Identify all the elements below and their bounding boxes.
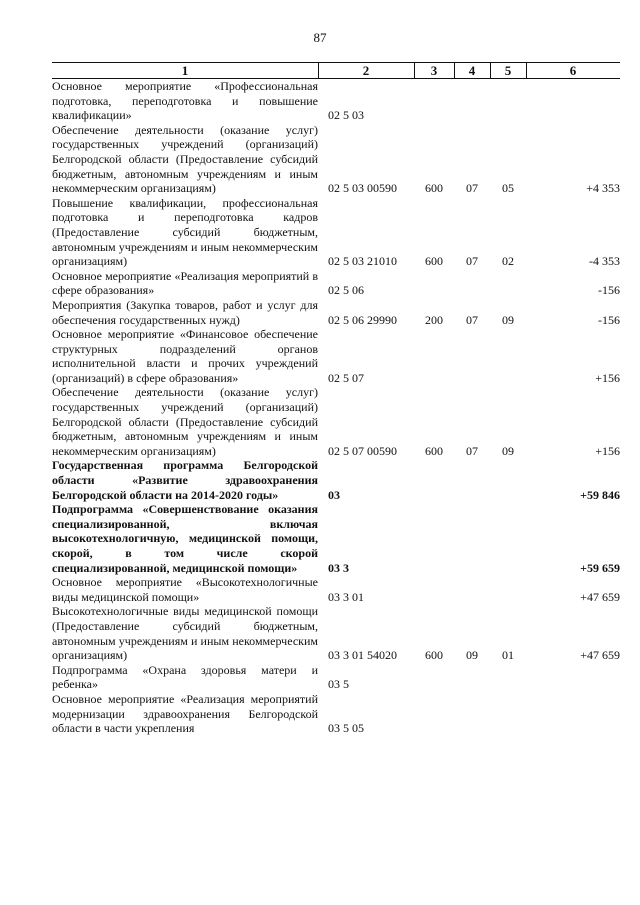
header-col-1: 1 — [181, 63, 189, 78]
table-header — [52, 62, 620, 79]
table-row — [52, 692, 620, 736]
budget-table — [52, 62, 620, 736]
row-amount: +59 659 — [580, 560, 620, 575]
row-name: Подпрограмма «Совершенствование оказания специализированной, включая высокотехнологичную, медицинской помощи, скорой, в том числе скорой специализированной, медицинской помощи» — [52, 502, 318, 575]
row-name: Государственная программа Белгородской области «Развитие здравоохранения Белгородской области на 2014-2020 годы» — [52, 458, 318, 502]
row-expense-type: 600 — [425, 181, 443, 196]
row-section: 07 — [466, 312, 478, 327]
row-name: Обеспечение деятельности (оказание услуг) государственных учреждений (организаций) Белгородской области (Предоставление субсидий бюджетным, автономным учреждениям и иным некоммерческим организациям) — [52, 385, 318, 458]
table-row — [52, 298, 620, 327]
row-section: 09 — [466, 648, 478, 663]
row-name: Мероприятия (Закупка товаров, работ и услуг для обеспечения государственных нужд) — [52, 297, 318, 327]
row-amount: -156 — [598, 312, 620, 327]
row-code: 02 5 03 00590 — [328, 181, 397, 196]
table-row — [52, 663, 620, 692]
row-code: 02 5 07 — [328, 370, 364, 385]
row-code: 02 5 06 29990 — [328, 312, 397, 327]
row-expense-type: 600 — [425, 443, 443, 458]
row-code: 02 5 03 — [328, 108, 364, 123]
row-amount: +47 659 — [580, 589, 620, 604]
row-amount: +156 — [595, 370, 620, 385]
row-amount: +156 — [595, 443, 620, 458]
table-row — [52, 123, 620, 196]
row-subsection: 01 — [502, 648, 514, 663]
row-amount: -156 — [598, 283, 620, 298]
row-code: 02 5 03 21010 — [328, 254, 397, 269]
row-name: Подпрограмма «Охрана здоровья матери и ребенка» — [52, 662, 318, 692]
row-subsection: 09 — [502, 443, 514, 458]
table-row — [52, 502, 620, 575]
header-col-2: 2 — [362, 63, 370, 78]
table-row — [52, 196, 620, 269]
row-code: 03 3 01 54020 — [328, 648, 397, 663]
table-row — [52, 327, 620, 385]
table-row — [52, 269, 620, 298]
row-amount: +4 353 — [586, 181, 620, 196]
row-code: 02 5 06 — [328, 283, 364, 298]
row-expense-type: 200 — [425, 312, 443, 327]
row-name: Обеспечение деятельности (оказание услуг) государственных учреждений (организаций) Белгородской области (Предоставление субсидий бюджетным, автономным учреждениям и иным некоммерческим организациям) — [52, 122, 318, 196]
row-name: Высокотехнологичные виды медицинской помощи (Предоставление субсидий бюджетным, автономным учреждениям и иным некоммерческим организациям) — [52, 604, 318, 663]
row-code: 03 5 05 — [328, 721, 364, 736]
row-amount: +59 846 — [580, 487, 620, 502]
row-section: 07 — [466, 181, 478, 196]
table-row — [52, 385, 620, 458]
row-amount: +47 659 — [580, 648, 620, 663]
row-code: 03 — [328, 487, 340, 502]
page-number: 87 — [313, 30, 327, 45]
row-code: 03 5 — [328, 677, 349, 692]
table-row — [52, 575, 620, 604]
table-row — [52, 79, 620, 123]
row-name: Основное мероприятие «Профессиональная подготовка, переподготовка и повышение квалификации» — [52, 79, 318, 123]
row-subsection: 05 — [502, 181, 514, 196]
row-subsection: 09 — [502, 312, 514, 327]
row-code: 03 3 — [328, 560, 349, 575]
row-name: Основное мероприятие «Финансовое обеспечение структурных подразделений органов исполнительной власти и прочих учреждений (организаций) в сфере образования» — [52, 327, 318, 385]
row-subsection: 02 — [502, 254, 514, 269]
row-amount: -4 353 — [589, 254, 620, 269]
row-section: 07 — [466, 254, 478, 269]
row-expense-type: 600 — [425, 254, 443, 269]
table-body — [52, 79, 620, 736]
header-col-6: 6 — [569, 63, 577, 78]
header-col-3: 3 — [430, 63, 438, 78]
row-name: Повышение квалификации, профессиональная подготовка и переподготовка кадров (Предоставление субсидий бюджетным, автономным учреждениям и иным некоммерческим организациям) — [52, 195, 318, 269]
header-col-4: 4 — [468, 63, 476, 78]
row-name: Основное мероприятие «Высокотехнологичные виды медицинской помощи» — [52, 575, 318, 604]
header-col-5: 5 — [504, 63, 512, 78]
row-expense-type: 600 — [425, 648, 443, 663]
row-name: Основное мероприятие «Реализация мероприятий в сфере образования» — [52, 268, 318, 298]
table-row — [52, 458, 620, 502]
row-name: Основное мероприятие «Реализация мероприятий модернизации здравоохранения Белгородской области в части укрепления — [52, 691, 318, 736]
row-code: 02 5 07 00590 — [328, 443, 397, 458]
row-section: 07 — [466, 443, 478, 458]
table-row — [52, 604, 620, 662]
row-code: 03 3 01 — [328, 589, 364, 604]
